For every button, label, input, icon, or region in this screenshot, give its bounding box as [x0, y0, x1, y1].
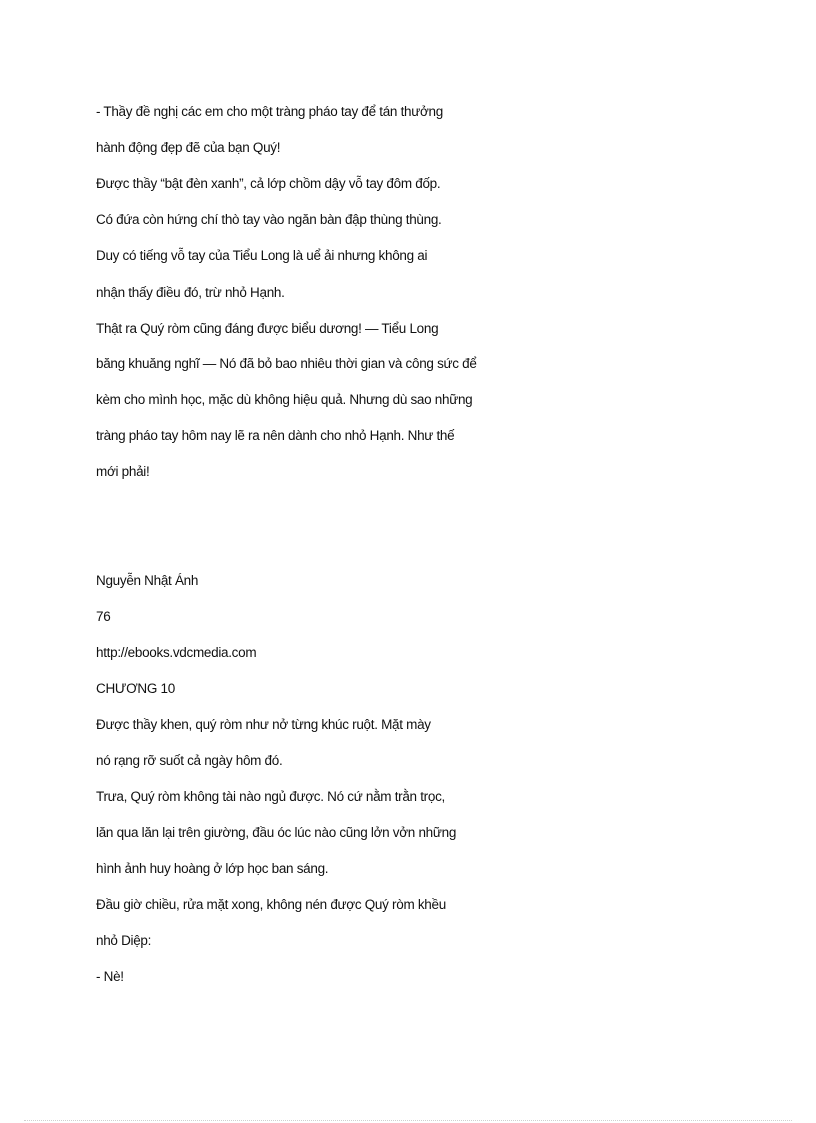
text-line: - Nè!	[96, 969, 124, 984]
text-line: hành động đẹp đẽ của bạn Quý!	[96, 140, 281, 155]
page-bottom-divider	[24, 1120, 792, 1121]
text-line: Có đứa còn hứng chí thò tay vào ngăn bàn đập thùng thùng.	[96, 212, 442, 227]
text-line: nó rạng rỡ suốt cả ngày hôm đó.	[96, 753, 283, 768]
text-line: nhận thấy điều đó, trừ nhỏ Hạnh.	[96, 285, 285, 300]
text-line: nhỏ Diệp:	[96, 933, 152, 948]
text-line: kèm cho mình học, mặc dù không hiệu quả. Nhưng dù sao những	[96, 392, 473, 407]
page-number: 76	[96, 609, 111, 624]
author-name: Nguyễn Nhật Ánh	[96, 573, 199, 588]
text-line: - Thầy đề nghị các em cho một tràng pháo tay để tán thưởng	[96, 104, 443, 119]
text-line: mới phải!	[96, 464, 150, 479]
chapter-title: CHƯƠNG 10	[96, 681, 175, 696]
text-line: Trưa, Quý ròm không tài nào ngủ được. Nó cứ nằm trằn trọc,	[96, 789, 445, 804]
text-line: băng khuăng nghĩ — Nó đã bỏ bao nhiêu thời gian và công sức để	[96, 356, 477, 371]
text-line: tràng pháo tay hôm nay lẽ ra nên dành cho nhỏ Hạnh. Như thế	[96, 428, 455, 443]
text-line: Duy có tiếng vỗ tay của Tiểu Long là uể ải nhưng không ai	[96, 248, 428, 263]
text-line: Được thầy khen, quý ròm như nở từng khúc ruột. Mặt mày	[96, 717, 431, 732]
text-line: lăn qua lăn lại trên giường, đầu óc lúc nào cũng lởn vởn những	[96, 825, 457, 840]
website-url: http://ebooks.vdcmedia.com	[96, 645, 257, 660]
text-line: Được thầy “bật đèn xanh”, cả lớp chồm dậy vỗ tay đôm đốp.	[96, 176, 441, 191]
text-line: hình ảnh huy hoàng ở lớp học ban sáng.	[96, 861, 329, 876]
text-line: Thật ra Quý ròm cũng đáng được biểu dương! — Tiểu Long	[96, 321, 439, 336]
text-line: Đầu giờ chiều, rửa mặt xong, không nén được Quý ròm khều	[96, 897, 446, 912]
